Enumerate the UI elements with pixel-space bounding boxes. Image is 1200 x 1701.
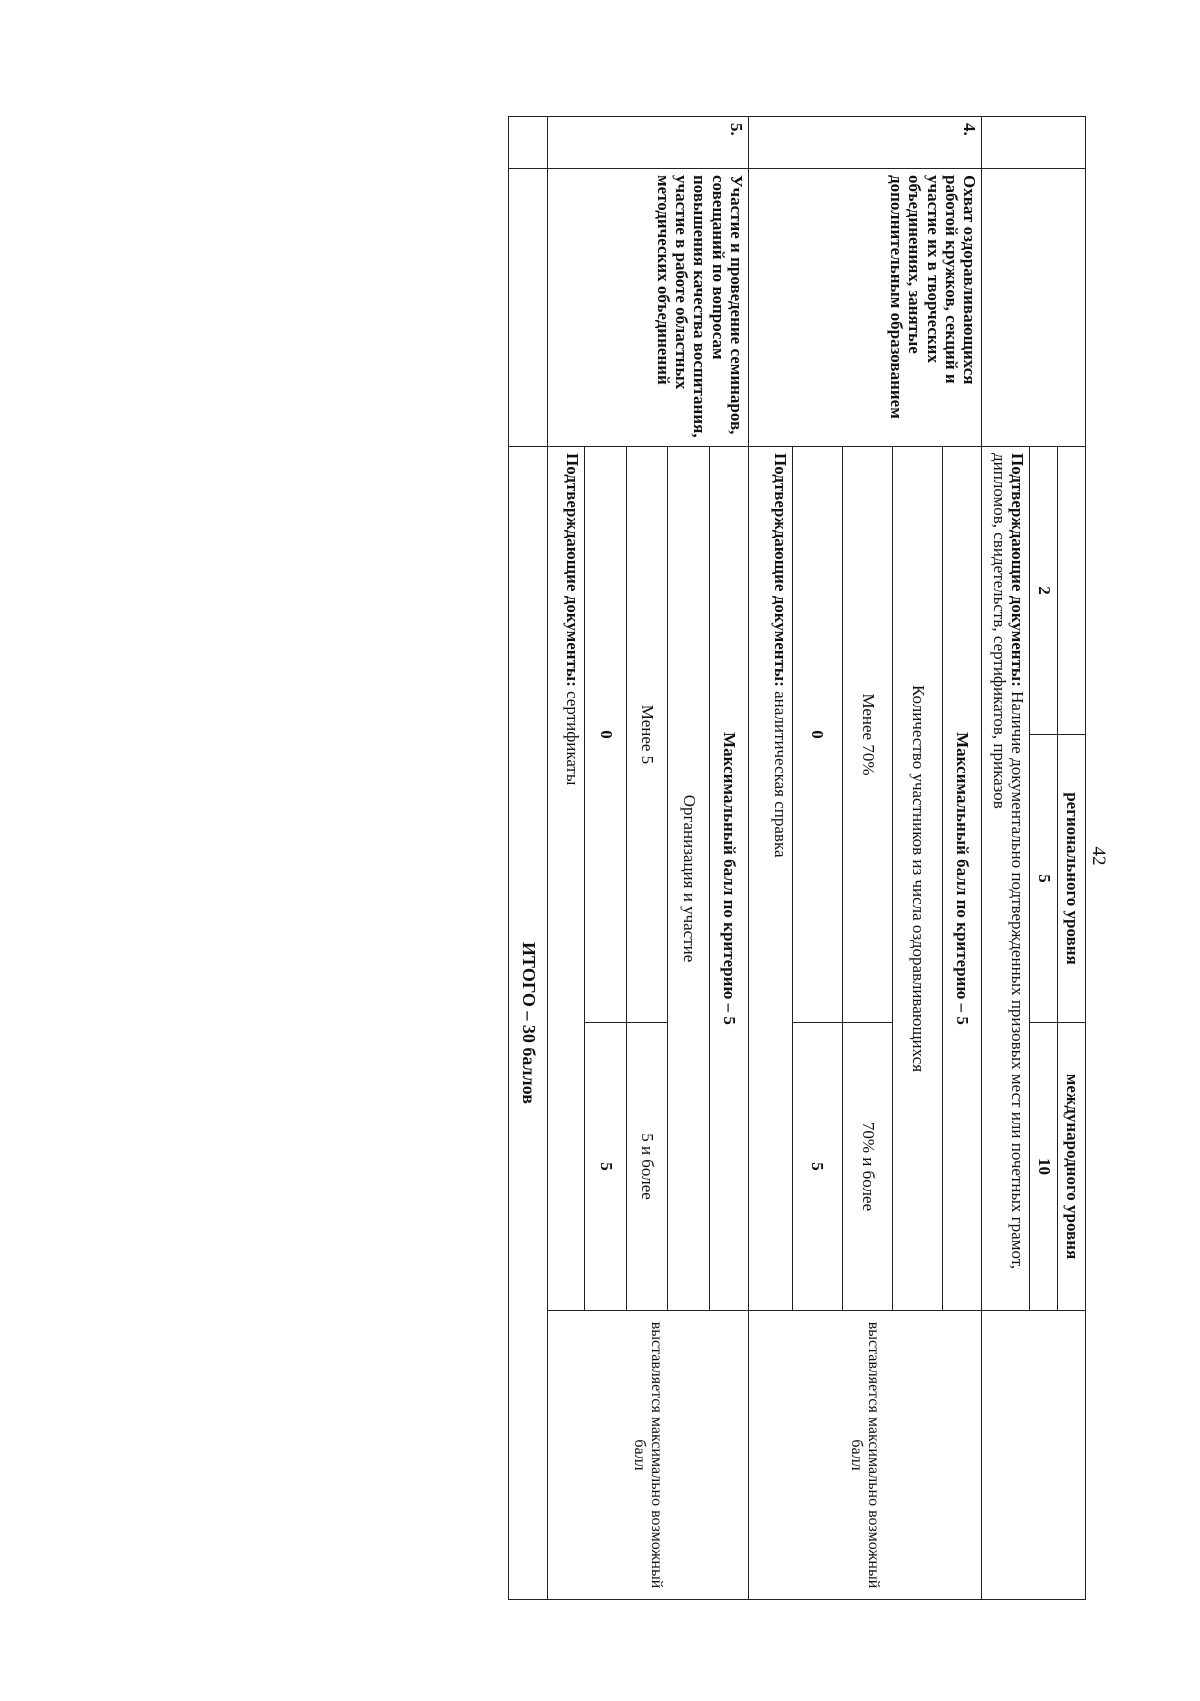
level-points: 5 [1030,735,1058,1023]
max-score: Максимальный балл по критерию – 5 [943,447,982,1311]
scoring-note: выставляется максимально возможный балл [548,1311,749,1600]
level-points: 10 [1030,1023,1058,1311]
score-low: 0 [792,447,842,1023]
criteria-table [508,116,1086,1600]
level-header [1057,447,1085,735]
criterion-title: Охват оздоравливающихся работой кружков, секций и участие их в творческих объединениях, занятые дополнительным образованием [749,169,982,447]
level-points: 2 [1030,447,1058,735]
score-high: 5 [585,1023,626,1311]
page-number: 42 [1088,846,1109,866]
cell-empty [509,117,548,169]
criterion-title: Участие и проведение семинаров, совещаний по вопросам повышения качества воспитания, участие в работе областных методических объединений [548,169,749,447]
criterion-number: 4. [749,117,982,169]
documents-row [548,447,585,1311]
cell-empty [982,169,1086,447]
documents-label: Подтверждающие документы: [770,453,790,687]
option-high: 5 и более [626,1023,667,1311]
level-header: регионального уровня [1057,735,1085,1023]
documents-label: Подтверждающие документы: [563,453,583,687]
indicator: Количество участников из числа оздоравливающихся [892,447,942,1311]
documents-label: Подтверждающие документы: [1008,453,1027,687]
documents-text: аналитическая справка [770,691,790,858]
rotated-criteria-table [508,116,1086,1599]
option-low: Менее 70% [842,447,892,1023]
cell-empty [982,117,1086,169]
criterion-number: 5. [548,117,749,169]
level-header: международного уровня [1057,1023,1085,1311]
option-high: 70% и более [842,1023,892,1311]
cell-empty [982,1311,1086,1600]
cell-empty [509,169,548,447]
documents-text: Наличие документально подтвержденных призовых мест или почетных грамот, дипломов, свидетельств, сертификатов, приказов [989,453,1027,1270]
score-low: 0 [585,447,626,1023]
max-score: Максимальный балл по критерию – 5 [709,447,748,1311]
documents-row [749,447,793,1311]
documents-row [982,447,1030,1311]
documents-text: сертификаты [563,691,583,786]
score-high: 5 [792,1023,842,1311]
total-score: ИТОГО – 30 баллов [509,447,548,1600]
option-low: Менее 5 [626,447,667,1023]
scoring-note: выставляется максимально возможный балл [749,1311,982,1600]
indicator: Организация и участие [668,447,709,1311]
